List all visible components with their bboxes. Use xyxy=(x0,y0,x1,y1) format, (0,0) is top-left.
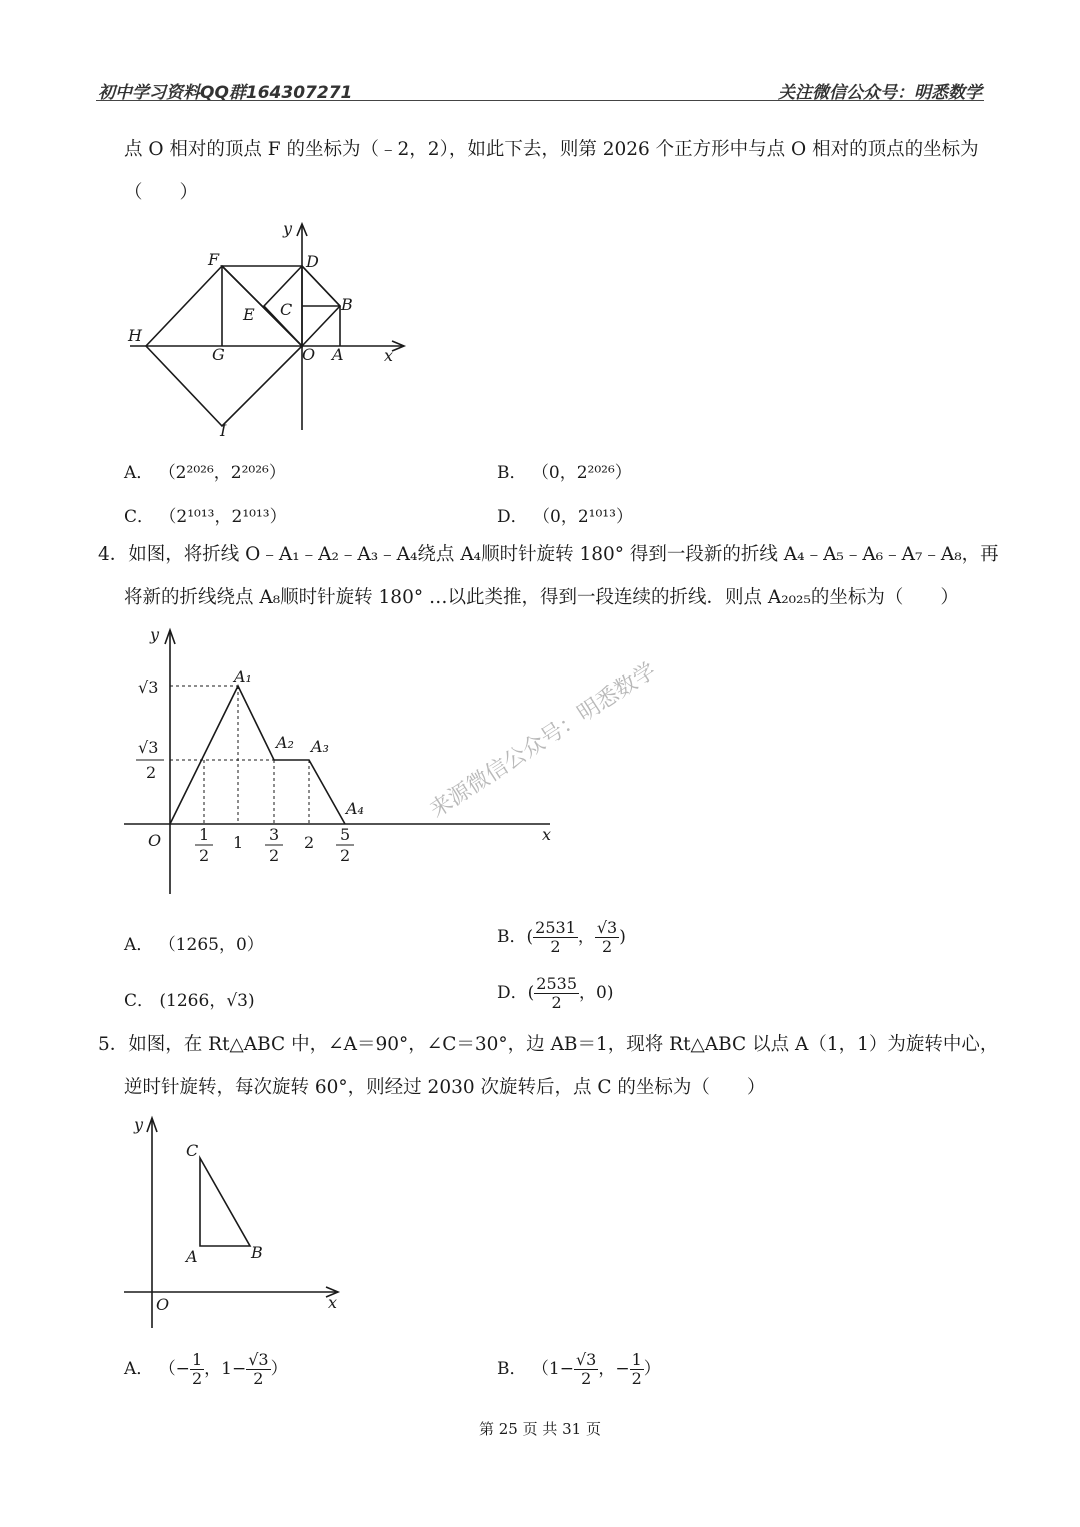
q3-label-y: y xyxy=(283,219,293,238)
q4-option-d-label: D． xyxy=(497,983,528,1003)
q5-option-b-d2: 2 xyxy=(631,1369,642,1388)
q4-line1: 如图，将折线 O﹣A₁﹣A₂﹣A₃﹣A₄绕点 A₄顺时针旋转 180° 得到一段新的折线 A₄﹣A₅﹣A₆﹣A₇﹣A₈，再 xyxy=(128,544,999,565)
q4-ytick-sqrt3: √3 xyxy=(138,678,159,697)
q3-text-line1: 点 O 相对的顶点 F 的坐标为（﹣2，2），如此下去，则第 2026 个正方形中与点 O 相对的顶点的坐标为 xyxy=(124,139,979,160)
q4-option-c-label: C． xyxy=(124,991,155,1011)
q5-option-a-post: ） xyxy=(270,1359,288,1379)
q4-xtick-5half-den: 2 xyxy=(340,846,351,865)
q3-option-c-label: C． xyxy=(124,507,155,527)
q3-option-d[interactable] xyxy=(497,502,633,527)
header-rule xyxy=(96,100,984,101)
q4-label-A3: A₃ xyxy=(311,737,329,756)
q3-option-a-text: （2²⁰²⁶，2²⁰²⁶） xyxy=(158,463,286,483)
q4-ytick-mid-num: √3 xyxy=(138,738,159,757)
q3-option-b-text: （0，2²⁰²⁶） xyxy=(531,463,632,483)
q5-option-a-d2: 2 xyxy=(253,1369,264,1388)
q4-xtick-5half-num: 5 xyxy=(340,825,351,844)
q5-figure xyxy=(118,1112,348,1334)
q3-label-G: G xyxy=(212,345,225,364)
q4-option-b-label: B． xyxy=(497,927,527,947)
q4-label-x: x xyxy=(542,825,552,844)
q4-option-d-den1: 2 xyxy=(551,993,562,1012)
q3-label-C: C xyxy=(280,300,293,319)
q5-option-a-n2: √3 xyxy=(248,1350,269,1369)
q3-label-x: x xyxy=(384,346,394,365)
q3-option-d-label: D． xyxy=(497,507,528,527)
q4-number: 4． xyxy=(98,544,129,565)
q4-option-c-text: (1266，√3) xyxy=(159,991,255,1011)
q3-figure xyxy=(120,218,420,443)
q4-xtick-half-num: 1 xyxy=(199,825,210,844)
q5-triangle-abc xyxy=(200,1158,250,1246)
q3-option-d-text: （0，2¹⁰¹³） xyxy=(533,507,633,527)
q3-text-line2: （ ） xyxy=(124,182,199,203)
q4-option-b-num2: √3 xyxy=(596,918,618,937)
q4-option-d-num1: 2535 xyxy=(536,974,577,993)
q4-xtick-3half-num: 3 xyxy=(269,825,280,844)
q4-label-y: y xyxy=(150,625,160,644)
q5-option-a-mid: ，1− xyxy=(204,1359,247,1379)
q5-option-b-n2: 1 xyxy=(631,1350,642,1369)
q5-label-x: x xyxy=(328,1293,338,1312)
q4-figure xyxy=(118,622,661,900)
q3-label-F: F xyxy=(208,250,220,269)
q4-option-b-num1: 2531 xyxy=(535,918,576,937)
q3-label-I: I xyxy=(220,421,227,440)
q3-label-O: O xyxy=(302,345,316,364)
q4-watermark: 来源微信公众号：明悉数学 xyxy=(425,658,661,824)
q4-xtick-3half-den: 2 xyxy=(269,846,280,865)
q5-label-A: A xyxy=(186,1247,198,1266)
q5-stem-line1 xyxy=(98,1036,998,1055)
q5-option-b-pre: （1− xyxy=(531,1359,574,1379)
q5-option-a-n1: 1 xyxy=(191,1350,203,1369)
q3-option-a[interactable] xyxy=(124,458,286,483)
q4-option-b-den1: 2 xyxy=(550,937,561,956)
q5-line2: 逆时针旋转，每次旋转 60°，则经过 2030 次旋转后，点 C 的坐标为（ ） xyxy=(124,1077,766,1098)
q4-option-d-tail: ，0) xyxy=(579,983,614,1003)
q4-xtick-half-den: 2 xyxy=(199,846,210,865)
q3-option-c[interactable] xyxy=(124,502,287,527)
q5-option-b-label: B． xyxy=(497,1359,527,1379)
q5-option-a-pre: （− xyxy=(158,1359,190,1379)
q4-stem-line1 xyxy=(98,546,999,565)
q4-option-b[interactable]: B．( $\frac{2531}{2}$ ， $\frac{√3}{2}$ ) xyxy=(497,918,626,956)
q4-option-c[interactable] xyxy=(124,986,255,1011)
q5-option-b-n1: √3 xyxy=(575,1350,597,1369)
q5-option-b-d1: 2 xyxy=(581,1369,592,1388)
q4-label-O: O xyxy=(148,831,162,850)
q3-label-E: E xyxy=(243,305,255,324)
q4-xtick-2: 2 xyxy=(304,833,315,852)
q3-option-b[interactable] xyxy=(497,458,632,483)
q3-option-a-label: A． xyxy=(124,463,154,483)
q5-label-y: y xyxy=(134,1115,144,1134)
q5-label-O: O xyxy=(156,1295,170,1314)
q3-label-A: A xyxy=(332,345,344,364)
q3-label-D: D xyxy=(306,252,319,271)
q4-option-d[interactable]: D．( $\frac{2535}{2}$ ，0) xyxy=(497,974,614,1012)
q4-label-A4: A₄ xyxy=(346,799,364,818)
q5-option-b[interactable] xyxy=(497,1352,661,1387)
q4-option-a[interactable] xyxy=(124,930,264,955)
q4-line2: 将新的折线绕点 A₈顺时针旋转 180° …以此类推，得到一段连续的折线．则点 A₂₀₂₅的坐标为（ ） xyxy=(124,587,959,608)
page-footer: 第 25 页 共 31 页 xyxy=(478,1420,601,1438)
q5-option-b-post: ） xyxy=(643,1359,661,1379)
q3-option-c-text: （2¹⁰¹³，2¹⁰¹³） xyxy=(159,507,287,527)
header-right: 关注微信公众号：明悉数学 xyxy=(778,83,982,103)
q4-option-a-label: A． xyxy=(124,935,154,955)
q4-xtick-1: 1 xyxy=(233,833,244,852)
q5-option-a[interactable] xyxy=(124,1352,288,1387)
q3-label-B: B xyxy=(341,295,353,314)
q5-label-B: B xyxy=(251,1243,263,1262)
q4-label-A2: A₂ xyxy=(276,733,294,752)
header-left: 初中学习资料QQ群164307271 xyxy=(98,83,353,103)
q4-option-a-text: （1265，0） xyxy=(158,935,264,955)
q3-label-H: H xyxy=(128,326,142,345)
q4-ytick-mid-den: 2 xyxy=(146,763,157,782)
q4-label-A1: A₁ xyxy=(234,667,252,686)
q5-option-b-mid: ，− xyxy=(598,1359,630,1379)
q5-number: 5． xyxy=(98,1034,129,1055)
q3-option-b-label: B． xyxy=(497,463,527,483)
q5-label-C: C xyxy=(186,1141,199,1160)
q4-option-b-den2: 2 xyxy=(601,937,613,956)
q5-line1: 如图，在 Rt△ABC 中，∠A＝90°，∠C＝30°，边 AB＝1，现将 Rt△ABC 以点 A（1，1）为旋转中心， xyxy=(128,1034,999,1055)
q5-option-a-d1: 2 xyxy=(191,1369,203,1388)
q5-option-a-label: A． xyxy=(124,1359,154,1379)
